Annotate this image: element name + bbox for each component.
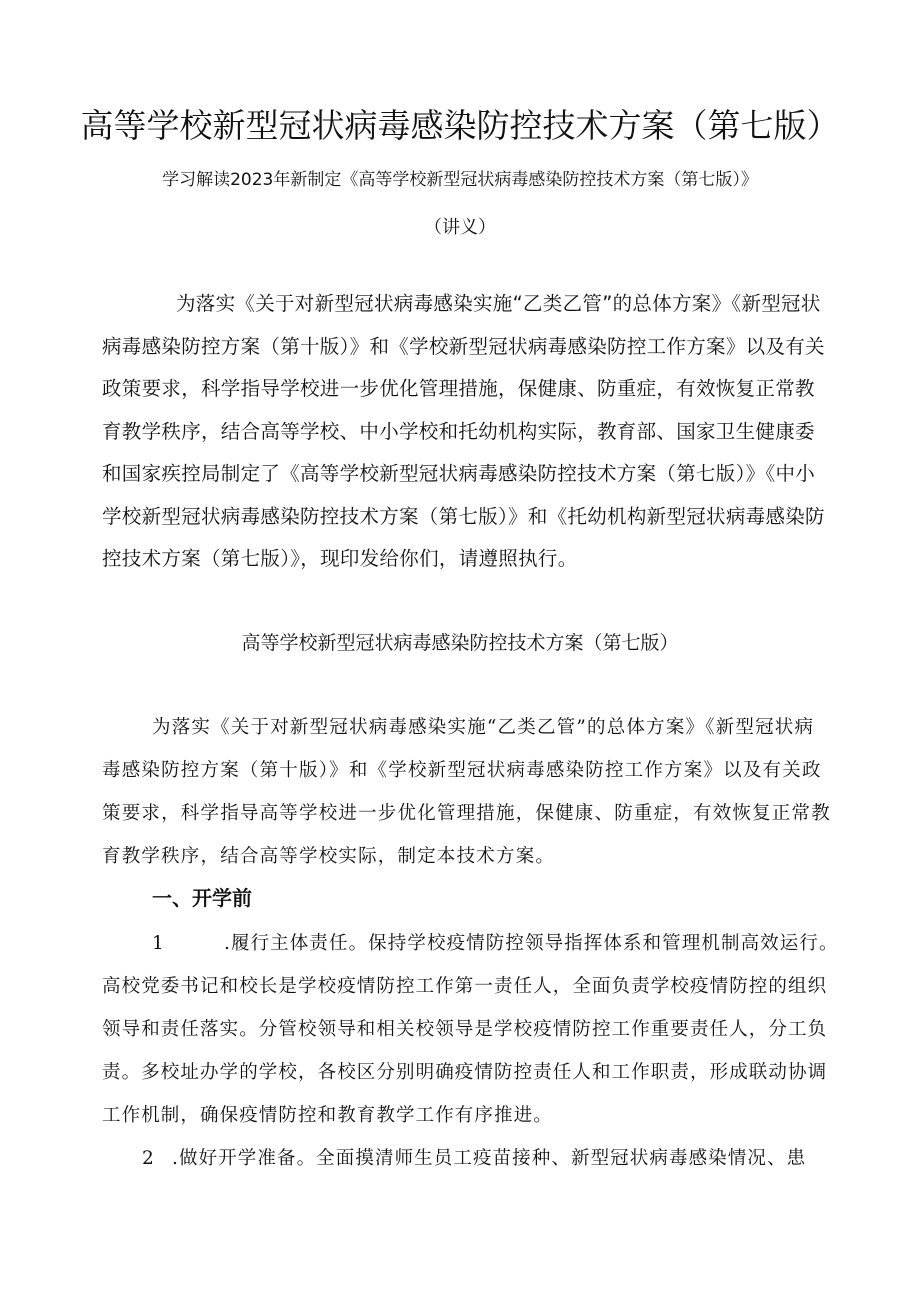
heading-before-school-start: 一、开学前 bbox=[152, 886, 252, 910]
item-text: .履行主体责任。保持学校疫情防控领导指挥体系和管理机制高效运行。高校党委书记和校长是学校疫情防控工作第一责任人，全面负责学校疫情防控的组织领导和责任落实。分管校领导和相关校领导是学校疫情防控工作重要责任人，分工负责。多校址办学的学校，各校区分别明确疫情防控责任人和工作职责，形成联动协调工作机制，确保疫情防控和教育教学工作有序推进。 bbox=[102, 933, 839, 1126]
list-item bbox=[102, 1137, 842, 1180]
item-number: 1 bbox=[152, 933, 165, 954]
section-paragraph: 为落实《关于对新型冠状病毒感染实施“乙类乙管”的总体方案》《新型冠状病毒感染防控方案（第十版）》和《学校新型冠状病毒感染防控工作方案》以及有关政策要求，科学指导高等学校进一步优化管理措施，保健康、防重症，有效恢复正常教育教学秩序，结合高等学校实际，制定本技术方案。 bbox=[102, 717, 831, 867]
document-title: 高等学校新型冠状病毒感染防控技术方案（第七版） bbox=[80, 106, 840, 145]
item-text: .做好开学准备。全面摸清师生员工疫苗接种、新型冠状病毒感染情况、患 bbox=[172, 1148, 807, 1169]
document-subtitle: 学习解读2023年新制定《高等学校新型冠状病毒感染防控技术方案（第七版）》 bbox=[162, 170, 758, 190]
list-item bbox=[102, 922, 842, 1137]
lecture-label: （讲义） bbox=[424, 217, 496, 238]
intro-paragraph: 为落实《关于对新型冠状病毒感染实施“乙类乙管”的总体方案》《新型冠状病毒感染防控方案（第十版）》和《学校新型冠状病毒感染防控工作方案》以及有关政策要求，科学指导学校进一步优化管理措施，保健康、防重症，有效恢复正常教育教学秩序，结合高等学校、中小学校和托幼机构实际，教育部、国家卫生健康委和国家疾控局制定了《高等学校新型冠状病毒感染防控技术方案（第七版）》《中小学校新型冠状病毒感染防控技术方案（第七版）》和《托幼机构新型冠状病毒感染防控技术方案（第七版）》，现印发给你们，请遵照执行。 bbox=[102, 292, 825, 570]
item-number: 2 bbox=[142, 1148, 155, 1169]
section-title: 高等学校新型冠状病毒感染防控技术方案（第七版） bbox=[241, 632, 679, 654]
